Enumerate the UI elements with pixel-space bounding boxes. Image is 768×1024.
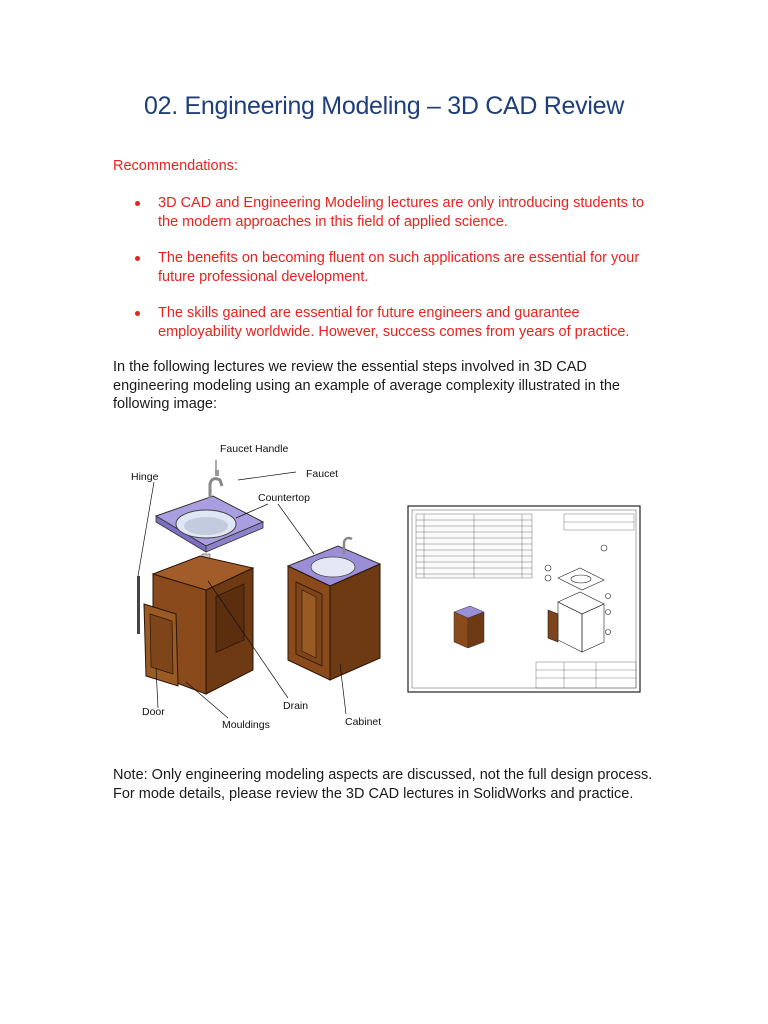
label-hinge: Hinge (131, 471, 159, 483)
list-item (113, 194, 658, 232)
page-title: 02. Engineering Modeling – 3D CAD Review (144, 92, 624, 120)
label-drain: Drain (283, 700, 309, 712)
cabinet-illustration (118, 436, 648, 736)
bullet-text: The benefits on becoming fluent on such applications are essential for your future professional development. (158, 250, 640, 285)
list-item (113, 249, 658, 287)
label-faucet-handle: Faucet Handle (220, 443, 289, 455)
list-item (113, 304, 658, 342)
label-door: Door (142, 706, 165, 718)
label-cabinet: Cabinet (345, 716, 382, 728)
bullet-text: 3D CAD and Engineering Modeling lectures are only introducing students to the modern approaches in this field of applied science. (158, 195, 645, 230)
bullet-icon (135, 256, 140, 261)
exploded-cabinet (137, 470, 263, 694)
recommendations-list (113, 194, 658, 359)
label-faucet: Faucet (306, 468, 339, 480)
intro-paragraph: In the following lectures we review the essential steps involved in 3D CAD engineering modeling using an example of average complexity illustrated in the following image: (113, 359, 620, 412)
recommendations-heading: Recommendations: (113, 158, 238, 174)
bullet-icon (135, 201, 140, 206)
assembled-cabinet (288, 538, 380, 680)
bullet-text: The skills gained are essential for future engineers and guarantee employability worldwide. However, success comes from years of practice. (158, 305, 630, 340)
label-mouldings: Mouldings (222, 719, 270, 731)
bullet-icon (135, 311, 140, 316)
engineering-drawing-sheet (408, 506, 640, 692)
sink-cabinet-figure (118, 436, 648, 736)
label-countertop: Countertop (258, 492, 310, 504)
note-paragraph: Note: Only engineering modeling aspects are discussed, not the full design process. For mode details, please review the 3D CAD lectures in SolidWorks and practice. (113, 767, 653, 802)
